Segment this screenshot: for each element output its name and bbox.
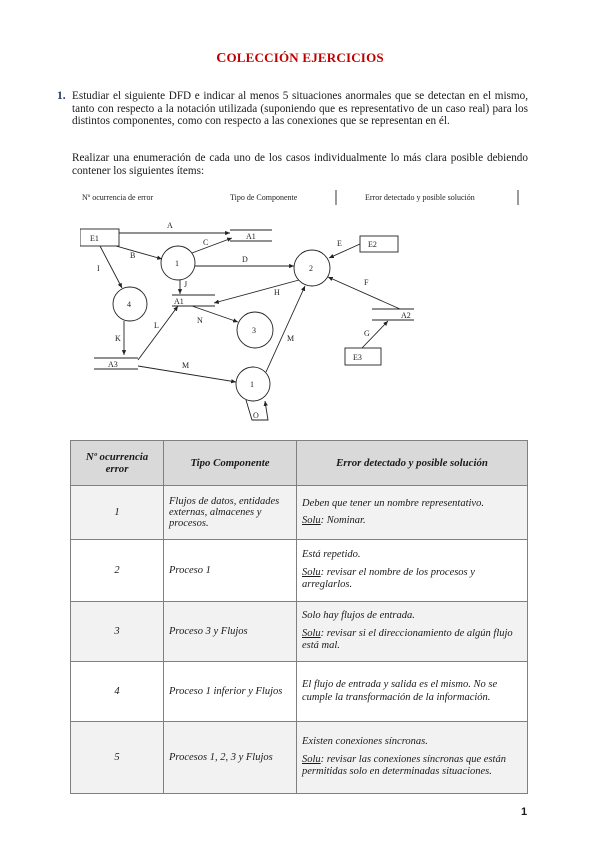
flow-j-label: J bbox=[184, 280, 188, 289]
exercise-number: 1. bbox=[57, 90, 66, 102]
process-4-label: 4 bbox=[127, 300, 131, 309]
exercise-paragraph-2: Realizar una enumeración de cada uno de los casos individualmente lo más clara posible debiendo contener los siguientes ítems: bbox=[72, 152, 528, 177]
cell-type: Procesos 1, 2, 3 y Flujos bbox=[164, 722, 297, 794]
dfd-diagram bbox=[80, 188, 530, 428]
flow-e-label: E bbox=[337, 239, 342, 248]
cell-type: Proceso 3 y Flujos bbox=[164, 602, 297, 662]
entity-e1 bbox=[80, 229, 119, 246]
page-number: 1 bbox=[521, 806, 528, 818]
flow-a-label: A bbox=[167, 221, 173, 230]
col-header-error: Error detectado y posible solución bbox=[297, 441, 528, 486]
solution-text: Solu: revisar el nombre de los procesos y arreglarlos. bbox=[302, 566, 475, 591]
entity-e3 bbox=[345, 348, 381, 365]
solution-label: Solu bbox=[302, 627, 321, 639]
entity-e2 bbox=[360, 236, 398, 252]
process-1-bottom-label: 1 bbox=[250, 380, 254, 389]
flow-l-label: L bbox=[154, 321, 159, 330]
flow-m-right bbox=[266, 286, 305, 372]
cell-error bbox=[297, 662, 528, 722]
flow-c-label: C bbox=[203, 238, 209, 247]
error-text: El flujo de entrada y salida es el mismo. No se cumple la transformación de la información. bbox=[302, 679, 498, 703]
flow-h bbox=[214, 280, 299, 303]
cell-occurrence: 5 bbox=[71, 722, 164, 794]
entity-e1-label: E1 bbox=[90, 234, 99, 243]
exercise-paragraph-1: Estudiar el siguiente DFD e indicar al menos 5 situaciones anormales que se detectan en el mismo, tanto con respecto a la notación utilizada (suponiendo que es representativo de un caso real) para los distintos componentes, como con respecto a las conexiones que se representan en él. bbox=[72, 90, 528, 128]
process-1-top-label: 1 bbox=[175, 259, 179, 268]
col-header-occurrence: Nº ocurrencia error bbox=[71, 441, 164, 486]
diagram-header-col1: Nº ocurrencia de error bbox=[82, 193, 154, 202]
store-a1-mid-label: A1 bbox=[174, 297, 184, 306]
solution-text: Solu: revisar las conexiones síncronas que están permitidas solo en determinadas situaciones. bbox=[302, 753, 506, 778]
cell-occurrence: 4 bbox=[71, 662, 164, 722]
table-row bbox=[71, 540, 528, 602]
solution-label: Solu bbox=[302, 515, 321, 526]
flow-k-label: K bbox=[115, 334, 121, 343]
errors-table bbox=[70, 440, 528, 794]
store-a1-top-label: A1 bbox=[246, 232, 256, 241]
process-3-label: 3 bbox=[252, 326, 256, 335]
cell-error bbox=[297, 540, 528, 602]
cell-occurrence: 3 bbox=[71, 602, 164, 662]
flow-h-label: H bbox=[274, 288, 280, 297]
cell-error bbox=[297, 722, 528, 794]
diagram-header-col2: Tipo de Componente bbox=[230, 193, 298, 202]
flow-n-label: N bbox=[197, 316, 203, 325]
solution-label: Solu bbox=[302, 753, 321, 765]
table-row bbox=[71, 486, 528, 540]
table-row bbox=[71, 602, 528, 662]
solution-text: Solu: Nominar. bbox=[302, 515, 366, 526]
flow-m-right-label: M bbox=[287, 334, 295, 343]
entity-e3-label: E3 bbox=[353, 353, 362, 362]
flow-o-label: O bbox=[253, 411, 259, 420]
cell-type: Flujos de datos, entidades externas, almacenes y procesos. bbox=[164, 486, 297, 540]
flow-i-label: I bbox=[97, 264, 100, 273]
cell-error bbox=[297, 602, 528, 662]
diagram-header-col3: Error detectado y posible solución bbox=[365, 193, 475, 202]
flow-b bbox=[116, 246, 162, 259]
flow-e bbox=[329, 244, 360, 258]
flow-c bbox=[192, 238, 232, 253]
col-header-type: Tipo Componente bbox=[164, 441, 297, 486]
store-a3-label: A3 bbox=[108, 360, 118, 369]
flow-d-label: D bbox=[242, 255, 248, 264]
cell-occurrence: 1 bbox=[71, 486, 164, 540]
cell-type: Proceso 1 bbox=[164, 540, 297, 602]
flow-i bbox=[100, 246, 122, 288]
page-title: COLECCIÓN EJERCICIOS bbox=[216, 50, 384, 66]
error-text: Está repetido. bbox=[302, 549, 361, 561]
table-row bbox=[71, 722, 528, 794]
solution-label: Solu bbox=[302, 566, 321, 578]
process-2-label: 2 bbox=[309, 264, 313, 273]
error-text: Existen conexiones síncronas. bbox=[302, 736, 428, 748]
table-header-row bbox=[71, 441, 528, 486]
error-text: Solo hay flujos de entrada. bbox=[302, 610, 415, 622]
cell-occurrence: 2 bbox=[71, 540, 164, 602]
flow-f-label: F bbox=[364, 278, 369, 287]
store-a2-label: A2 bbox=[401, 311, 411, 320]
flow-b-label: B bbox=[130, 251, 136, 260]
cell-type: Proceso 1 inferior y Flujos bbox=[164, 662, 297, 722]
flow-g-label: G bbox=[364, 329, 370, 338]
cell-error bbox=[297, 486, 528, 540]
flow-m-bottom-label: M bbox=[182, 361, 190, 370]
entity-e2-label: E2 bbox=[368, 240, 377, 249]
error-text: Deben que tener un nombre representativo. bbox=[302, 497, 484, 509]
solution-text: Solu: revisar si el direccionamiento de algún flujo está mal. bbox=[302, 627, 513, 652]
table-row bbox=[71, 662, 528, 722]
